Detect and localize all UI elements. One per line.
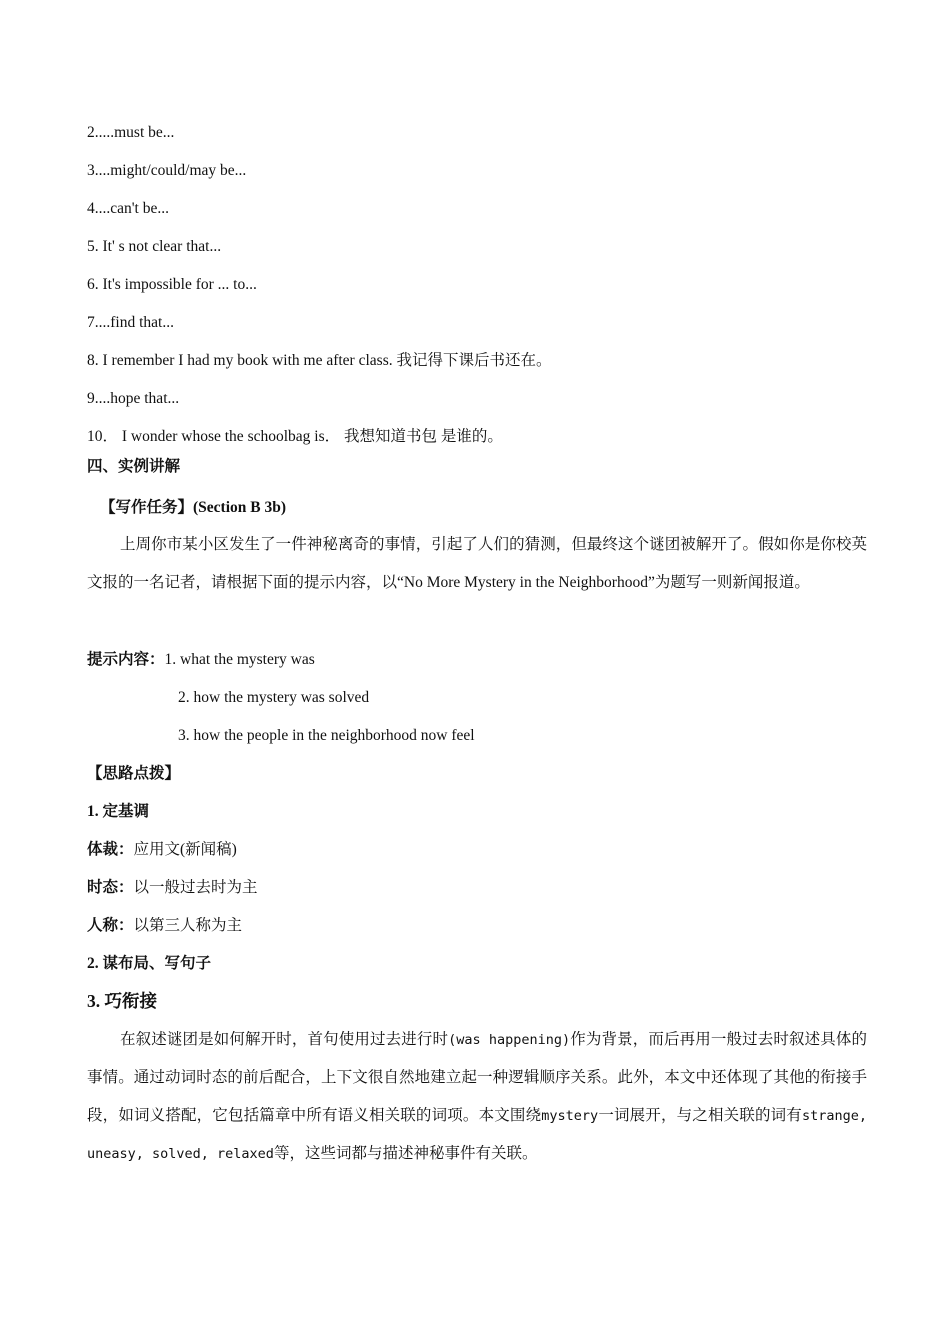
para-text: 作为背景，而后再用一般过去时叙述具体的事情。通过动词时态的前后配合，上下文很自然地建立起一种逻辑顺序关系。此外，本文中还体现了其他的衔接手段，如词义搭配，它包括篇章中所有语义相关联的词项。本文围绕: [87, 1031, 867, 1124]
person-value: 以第三人称为主: [133, 917, 243, 934]
phrase-item: 5. It' s not clear that...: [87, 238, 222, 255]
tense-label: 时态：: [87, 879, 134, 896]
genre-label: 体裁：: [87, 841, 134, 858]
phrase-item: 7....find that...: [87, 314, 174, 331]
para-text: 等，这些词都与描述神秘事件有关联。: [273, 1145, 538, 1162]
phrase-item: 10． I wonder whose the schoolbag is． 我想知道书包 是谁的。: [87, 428, 503, 445]
phrase-item: 8. I remember I had my book with me after class. 我记得下课后书还在。: [87, 352, 552, 369]
phrase-item: 2.....must be...: [87, 124, 175, 141]
phrase-item: 3....might/could/may be...: [87, 162, 247, 179]
tense-line: [87, 878, 258, 898]
section-heading: 四、实例讲解: [87, 458, 181, 475]
hint-item: 3. how the people in the neighborhood now feel: [178, 727, 475, 744]
step-heading: 2. 谋布局、写句子: [87, 955, 212, 972]
phrase-item: 9....hope that...: [87, 390, 180, 407]
hint-item: 1. what the mystery was: [164, 651, 315, 668]
task-label: 【写作任务】(Section B 3b): [100, 499, 287, 516]
genre-line: [87, 840, 237, 860]
person-label: 人称：: [87, 917, 134, 934]
step-heading: 3. 巧衔接: [87, 991, 157, 1011]
guide-label: 【思路点拨】: [87, 765, 181, 782]
phrase-item: 6. It's impossible for ... to...: [87, 276, 257, 293]
person-line: [87, 916, 242, 936]
genre-value: 应用文(新闻稿): [133, 841, 237, 858]
para-text: 在叙述谜团是如何解开时，首句使用过去进行时: [120, 1031, 449, 1048]
para-code: strange, uneasy, solved, relaxed: [87, 1108, 867, 1162]
para-code: mystery: [541, 1108, 599, 1124]
phrase-item: 4....can't be...: [87, 200, 169, 217]
task-paragraph: 上周你市某小区发生了一件神秘离奇的事情，引起了人们的猜测，但最终这个谜团被解开了。假如你是你校英文报的一名记者，请根据下面的提示内容，以“No More Mystery in the Neighborhood”为题写一则新闻报道。: [87, 536, 867, 591]
cohesion-paragraph: [87, 1021, 867, 1173]
para-code: (was happening): [448, 1032, 571, 1048]
hint-item: 2. how the mystery was solved: [178, 689, 370, 706]
tense-value: 以一般过去时为主: [133, 879, 258, 896]
para-text: 一词展开，与之相关联的词有: [598, 1107, 802, 1124]
hint-first-line: [87, 650, 315, 670]
step-heading: 1. 定基调: [87, 803, 150, 820]
hint-label: 提示内容：: [87, 651, 165, 668]
